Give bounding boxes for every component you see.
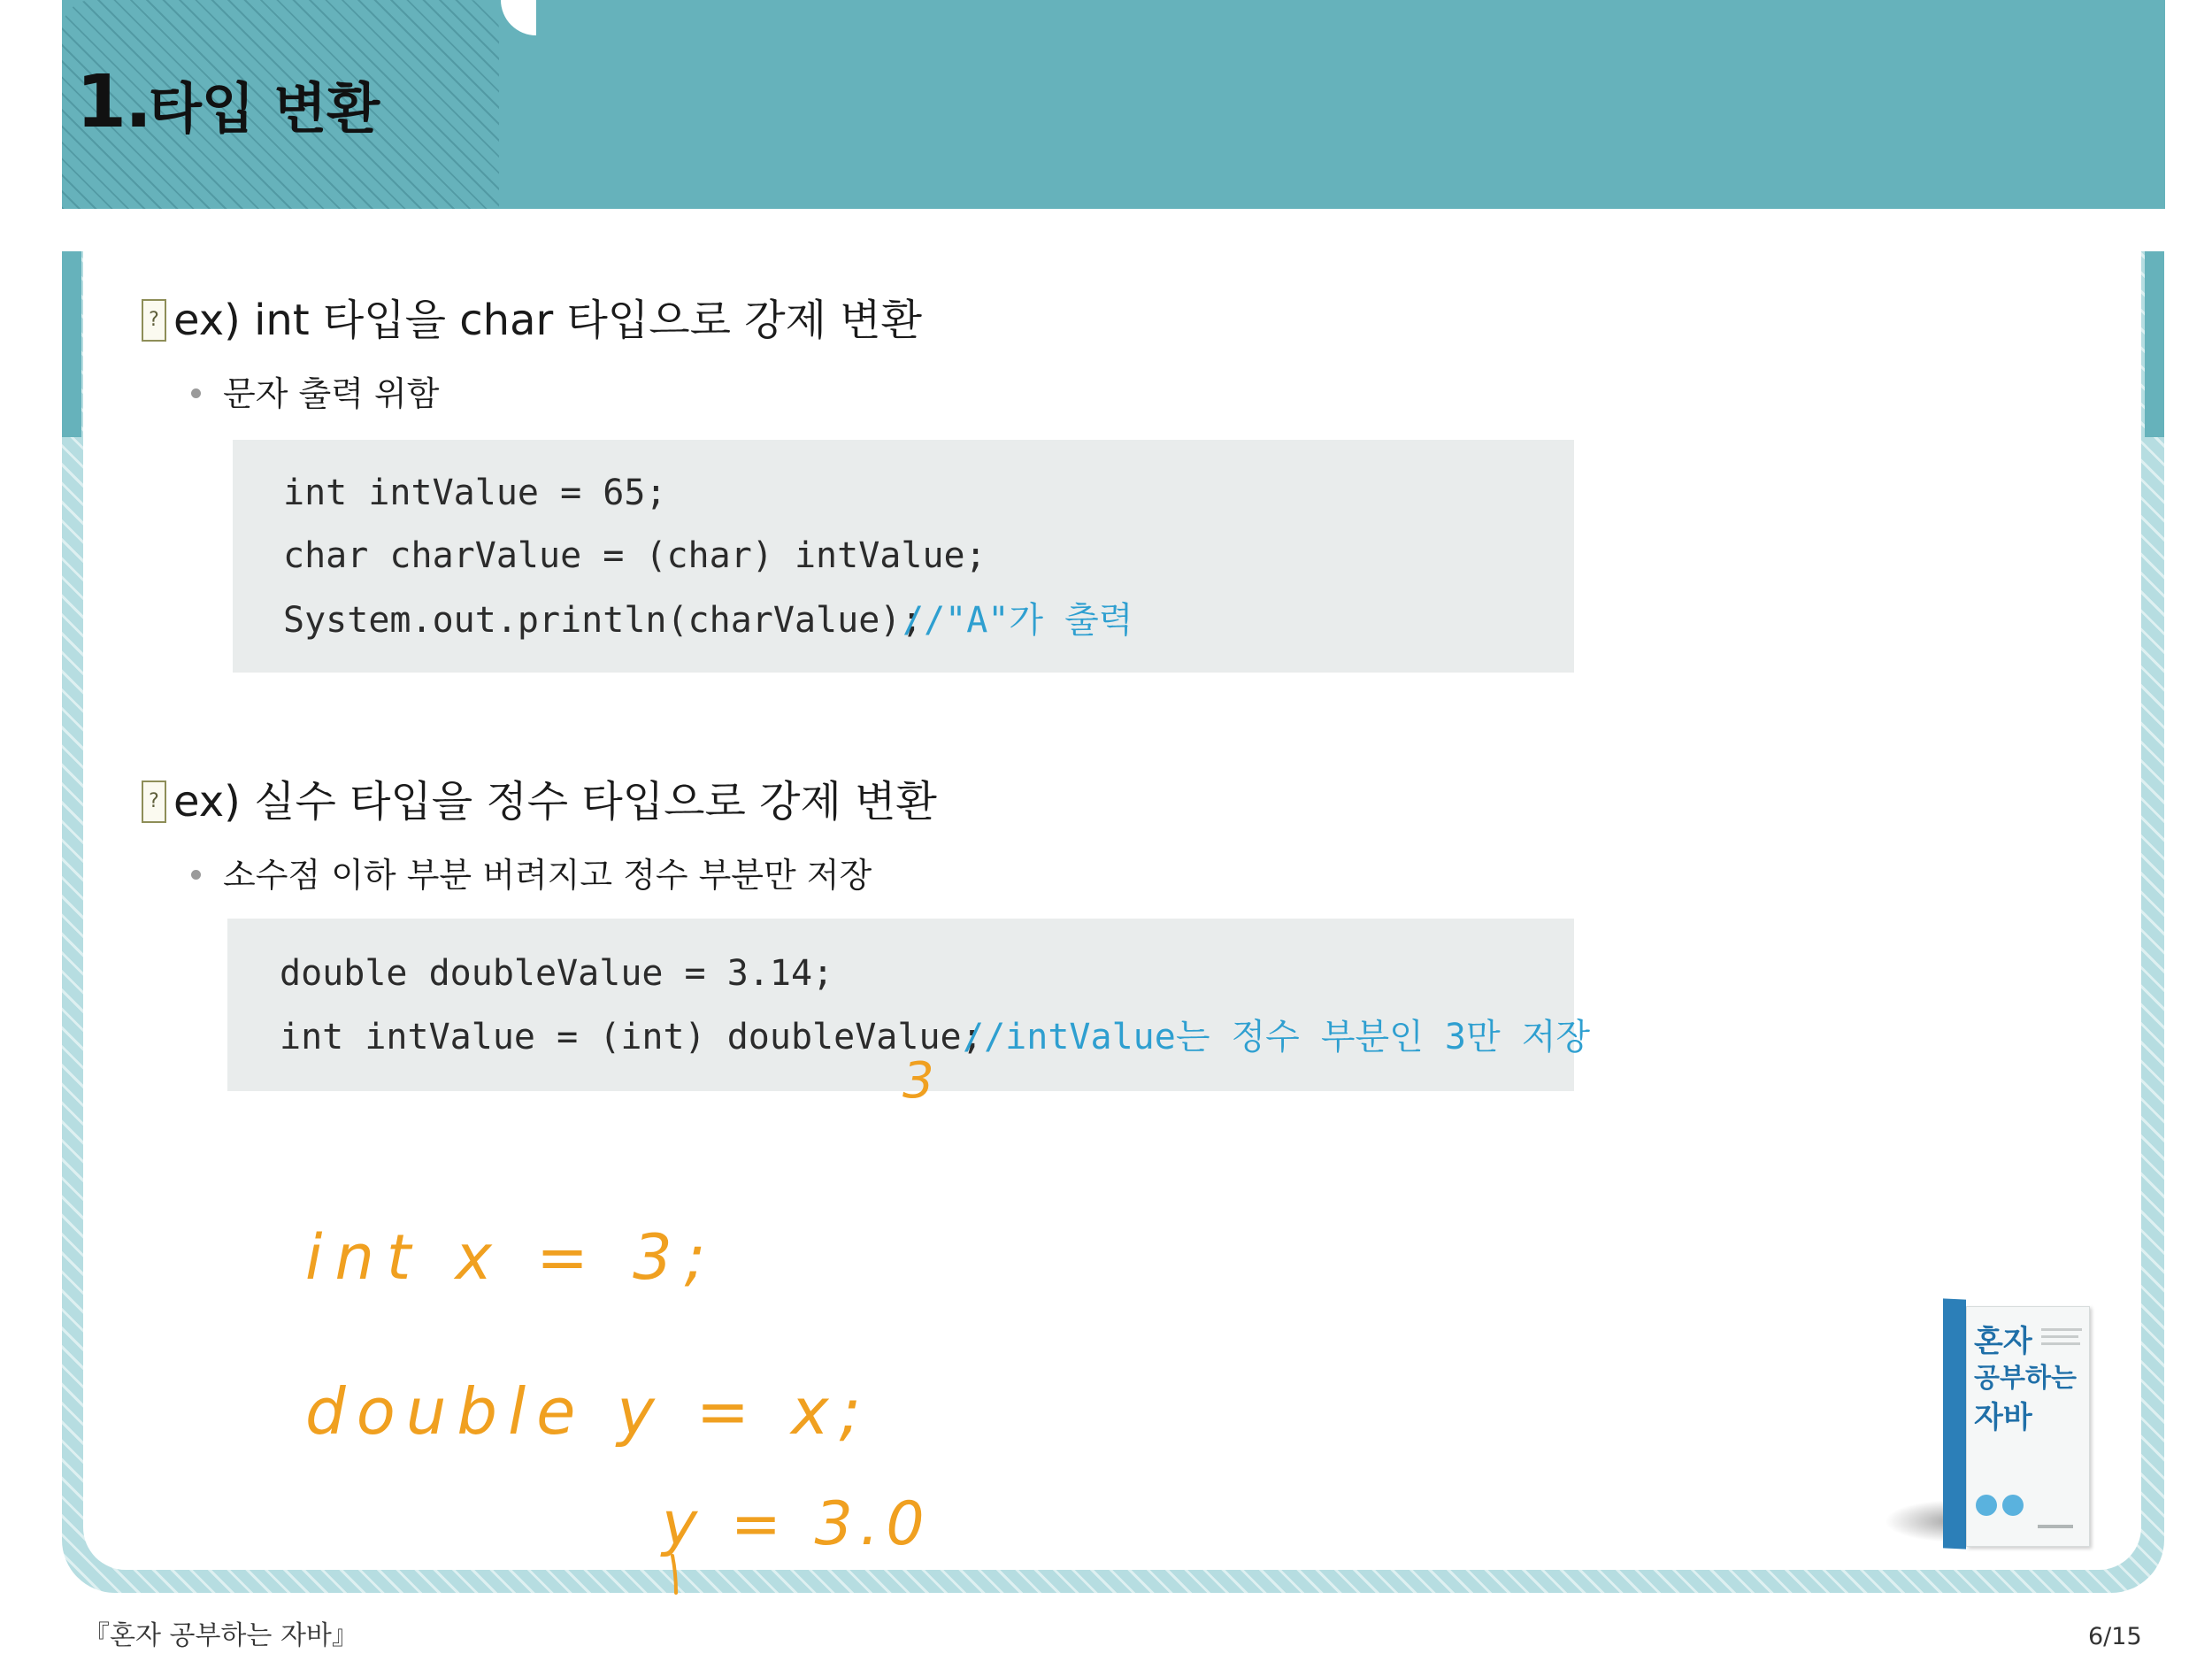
section2-heading: ex) 실수 타입을 정수 타입으로 강제 변환 xyxy=(173,777,937,827)
book-cover-image xyxy=(1966,1306,2090,1547)
slide-title: 타입 변환 xyxy=(149,76,380,141)
question-mark-icon: ? xyxy=(142,299,166,342)
bullet-icon xyxy=(191,388,201,398)
code-comment: //"A"가 출력 xyxy=(902,600,1133,641)
frame-accent-left xyxy=(62,251,81,437)
section1-bullet: 문자 출력 위함 xyxy=(223,374,440,413)
cover-text-line xyxy=(2041,1335,2078,1338)
handwritten-line-2: double y = x; xyxy=(305,1374,872,1449)
handwritten-line-3: y = 3.0 xyxy=(662,1489,932,1559)
section1-heading: ex) int 타입을 char 타입으로 강제 변환 xyxy=(173,296,922,345)
cover-text-line xyxy=(2041,1328,2082,1331)
book-title-3: 자바 xyxy=(1974,1400,2032,1435)
footer-book-title: 『혼자 공부하는 자바』 xyxy=(83,1620,358,1651)
frame-accent-right xyxy=(2145,251,2164,437)
book-title-2: 공부하는 xyxy=(1974,1363,2077,1394)
code-line: int intValue = 65; xyxy=(283,473,667,513)
cover-badge-icon xyxy=(2002,1495,2024,1516)
book-spine xyxy=(1943,1298,1966,1549)
bullet-icon xyxy=(191,870,201,880)
code-line: char charValue = (char) intValue; xyxy=(283,535,987,576)
code-comment: //intValue는 정수 부분인 3만 저장 xyxy=(963,1017,1590,1057)
question-mark-icon: ? xyxy=(142,781,166,823)
code-line: double doubleValue = 3.14; xyxy=(280,953,834,994)
book-title-1: 혼자 xyxy=(1974,1324,2032,1359)
slide-number: 1. xyxy=(76,60,151,144)
code-line: int intValue = (int) doubleValue; xyxy=(280,1017,983,1057)
section2-bullet: 소수점 이하 부분 버려지고 정수 부분만 저장 xyxy=(223,856,872,895)
handwritten-line-1: int x = 3; xyxy=(305,1221,718,1294)
cover-badge-icon xyxy=(1976,1495,1997,1516)
publisher-logo xyxy=(2038,1525,2073,1528)
page-number: 6/15 xyxy=(2088,1623,2142,1650)
cover-text-line xyxy=(2041,1342,2080,1345)
code-line: System.out.println(charValue); xyxy=(283,600,923,641)
handwritten-3: 3 xyxy=(902,1052,934,1110)
code-block-2 xyxy=(227,919,1574,1091)
